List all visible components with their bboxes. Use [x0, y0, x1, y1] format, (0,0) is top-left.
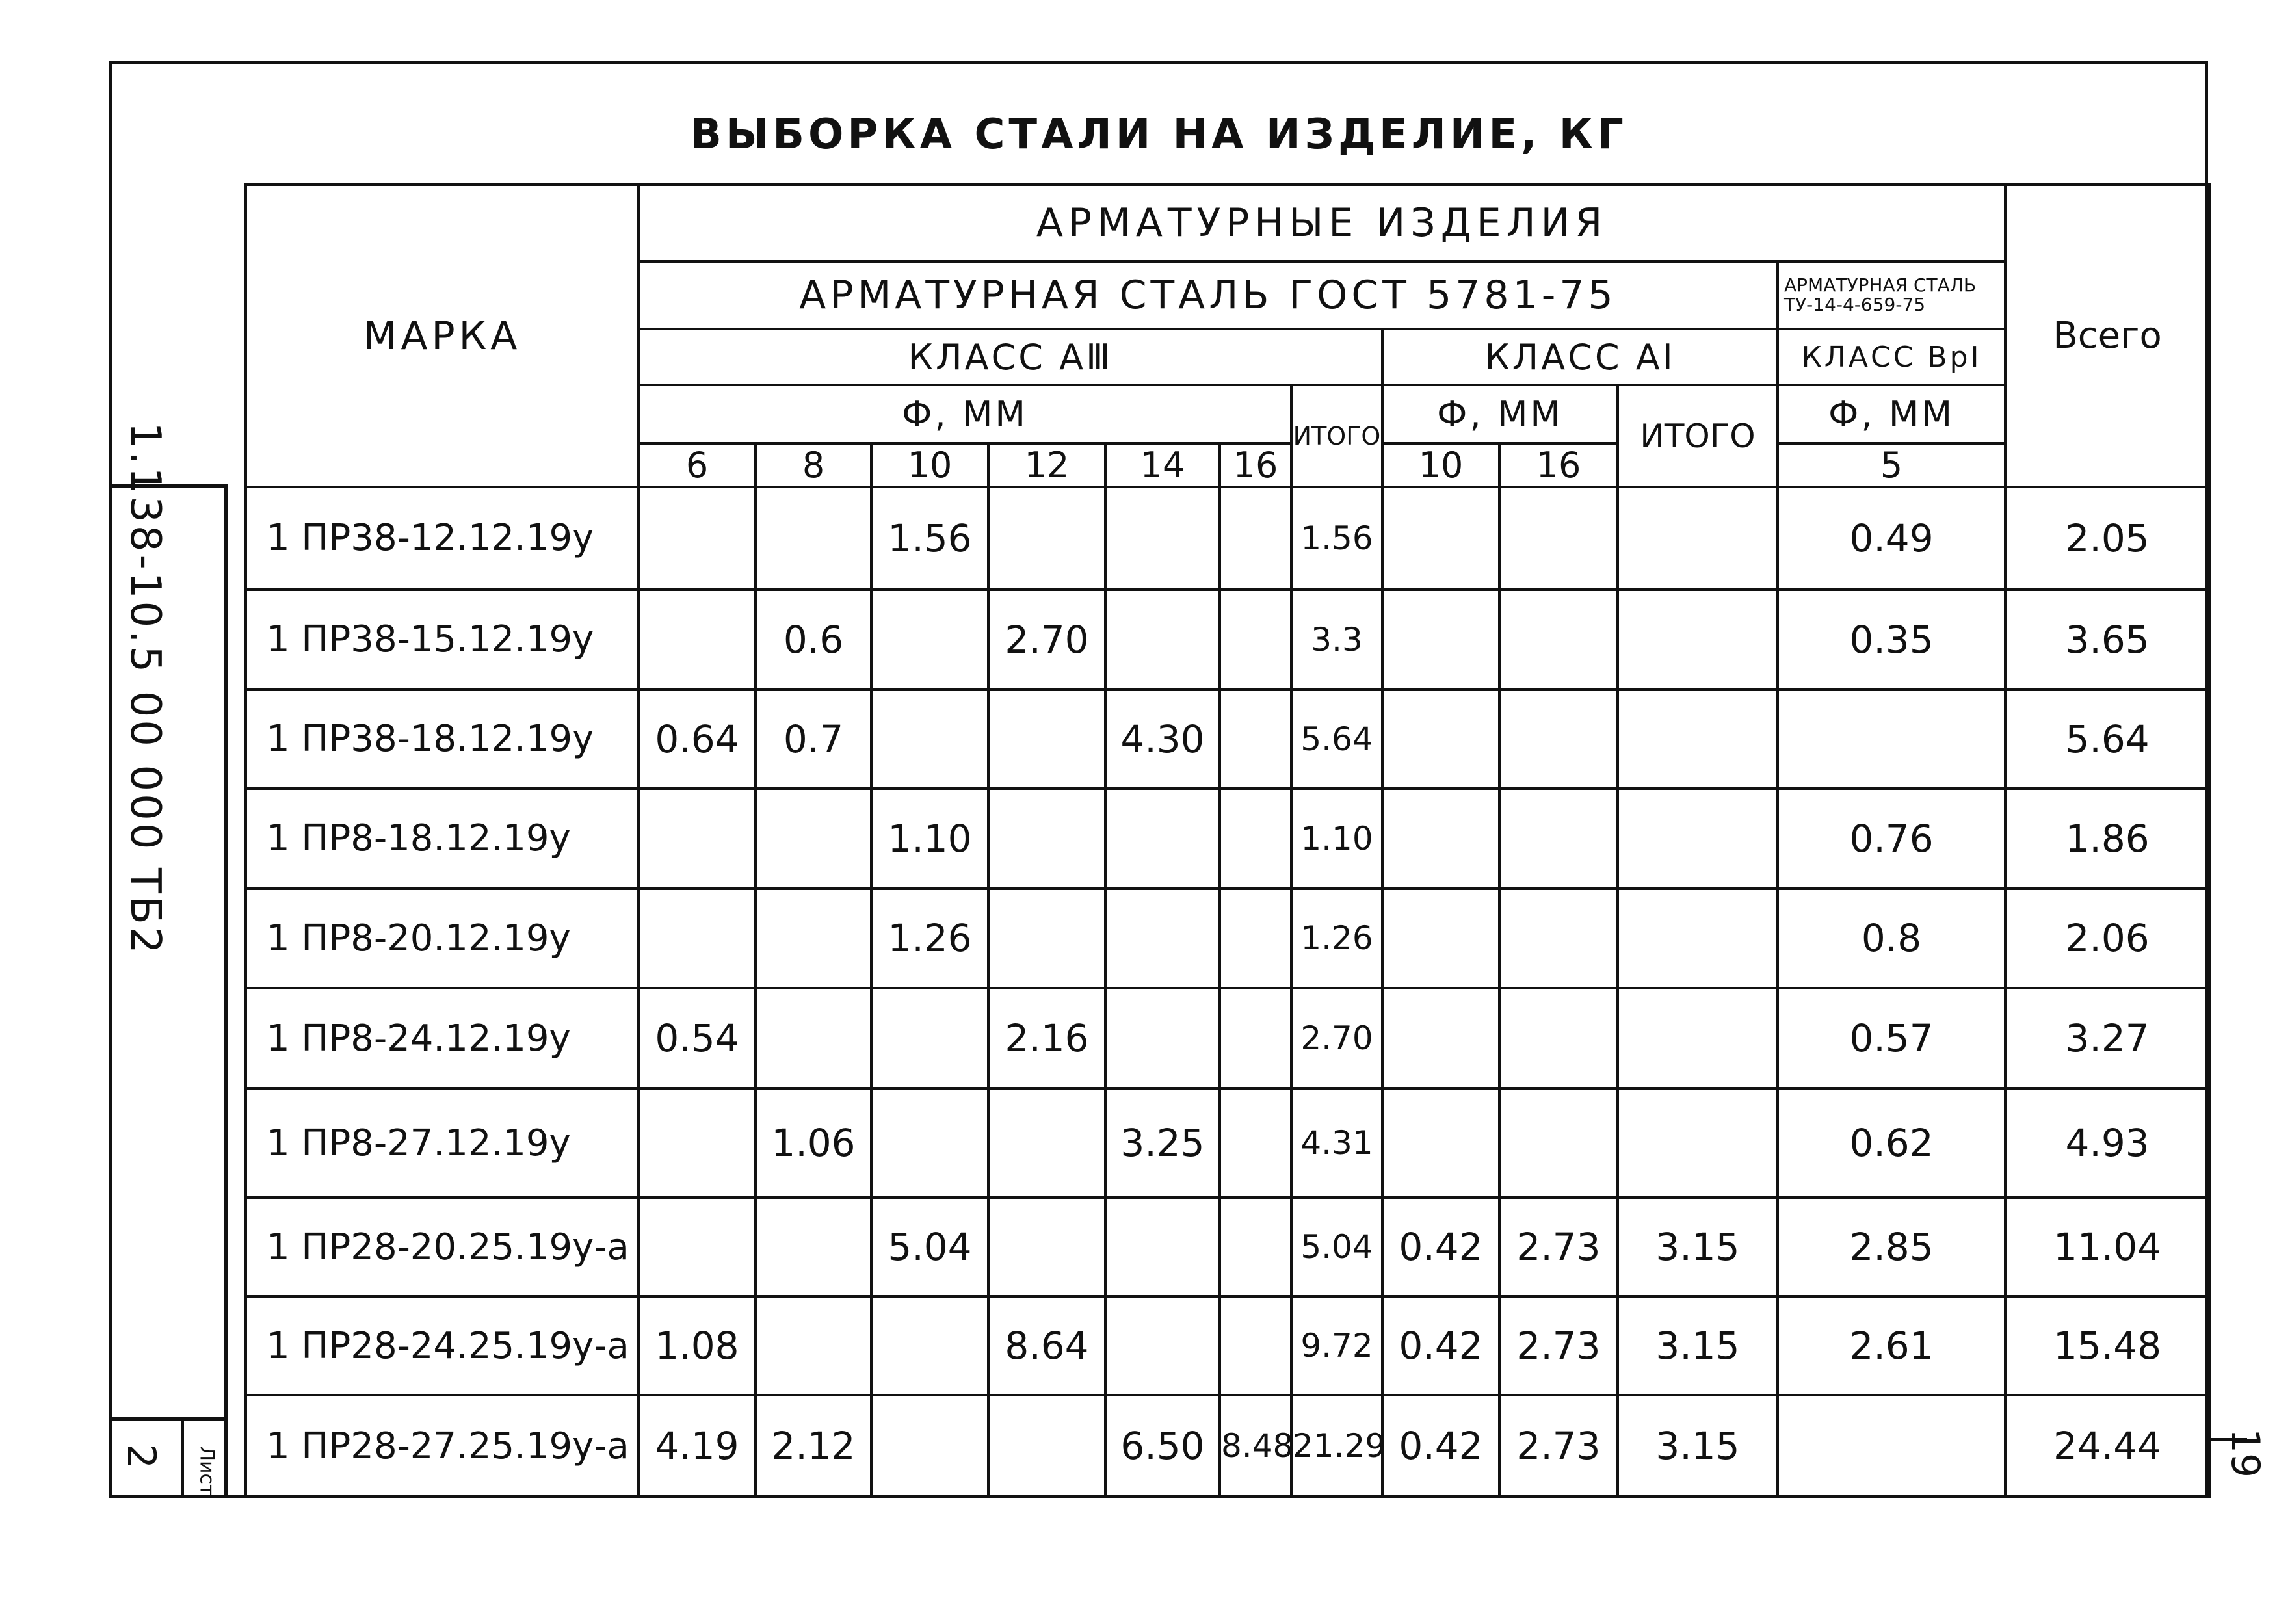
- cell-mark: 1 ПР28-24.25.19у-а: [246, 1296, 638, 1395]
- page-number: 19: [2222, 1428, 2269, 1478]
- diam-a3-12: 12: [988, 443, 1105, 487]
- diam-a1-16: 16: [1499, 443, 1618, 487]
- header-vsego: Всего: [2005, 185, 2209, 487]
- cell-a14: [1105, 1198, 1220, 1296]
- cell-a8: [756, 1198, 871, 1296]
- sheet-box: [109, 1417, 228, 1498]
- table-row: [246, 1296, 2209, 1395]
- diam-a3-16: 16: [1220, 443, 1291, 487]
- cell-mark: 1 ПР38-15.12.19у: [246, 590, 638, 690]
- cell-b16: [1499, 487, 1618, 590]
- cell-a6: [638, 487, 756, 590]
- sheet-box-divider: [181, 1421, 184, 1498]
- cell-mark: 1 ПР8-27.12.19у: [246, 1088, 638, 1198]
- cell-a8: [756, 988, 871, 1088]
- cell-a8: [756, 487, 871, 590]
- cell-b10: [1382, 789, 1499, 889]
- cell-a6: 1.08: [638, 1296, 756, 1395]
- header-steel-tu: АРМАТУРНАЯ СТАЛЬ ТУ-14-4-659-75: [1778, 261, 2005, 329]
- table-row: [246, 590, 2209, 690]
- cell-itogo-a1: 3.15: [1618, 1395, 1778, 1497]
- cell-b10: [1382, 988, 1499, 1088]
- cell-a12: [988, 889, 1105, 989]
- cell-vr5: 0.49: [1778, 487, 2005, 590]
- cell-itogo-a1: 3.15: [1618, 1296, 1778, 1395]
- table-row: [246, 988, 2209, 1088]
- cell-a6: 4.19: [638, 1395, 756, 1497]
- cell-a10: [871, 988, 988, 1088]
- cell-itogo-a3: 2.70: [1291, 988, 1382, 1088]
- cell-total: 2.06: [2005, 889, 2209, 989]
- cell-a14: [1105, 988, 1220, 1088]
- cell-itogo-a3: 1.56: [1291, 487, 1382, 590]
- table-row: [246, 1395, 2209, 1497]
- cell-total: 24.44: [2005, 1395, 2209, 1497]
- cell-b16: [1499, 988, 1618, 1088]
- header-itogo-a1: ИТОГО: [1618, 385, 1778, 487]
- cell-total: 15.48: [2005, 1296, 2209, 1395]
- sheet-number: 2: [118, 1443, 165, 1469]
- table-row: [246, 789, 2209, 889]
- table-row: [246, 889, 2209, 989]
- header-class-a3: КЛАСС АⅢ: [638, 329, 1382, 385]
- cell-mark: 1 ПР28-20.25.19у-а: [246, 1198, 638, 1296]
- cell-itogo-a1: [1618, 690, 1778, 789]
- cell-a10: 1.10: [871, 789, 988, 889]
- cell-a6: 0.54: [638, 988, 756, 1088]
- cell-a10: [871, 1088, 988, 1198]
- cell-b16: 2.73: [1499, 1198, 1618, 1296]
- table-row: [246, 487, 2209, 590]
- cell-itogo-a3: 3.3: [1291, 590, 1382, 690]
- cell-total: 1.86: [2005, 789, 2209, 889]
- cell-a16: 8.48: [1220, 1395, 1291, 1497]
- cell-a8: [756, 789, 871, 889]
- cell-a12: [988, 1088, 1105, 1198]
- cell-b10: 0.42: [1382, 1395, 1499, 1497]
- cell-a6: [638, 889, 756, 989]
- cell-a12: [988, 1198, 1105, 1296]
- cell-a14: [1105, 889, 1220, 989]
- cell-a12: 2.70: [988, 590, 1105, 690]
- header-itogo-a3: ИТОГО: [1291, 385, 1382, 487]
- cell-a16: [1220, 690, 1291, 789]
- cell-itogo-a3: 5.04: [1291, 1198, 1382, 1296]
- cell-a16: [1220, 1296, 1291, 1395]
- cell-a6: 0.64: [638, 690, 756, 789]
- table-row: [246, 1198, 2209, 1296]
- cell-vr5: [1778, 1395, 2005, 1497]
- header-class-a1: КЛАСС АI: [1382, 329, 1778, 385]
- cell-a14: [1105, 789, 1220, 889]
- cell-b10: [1382, 690, 1499, 789]
- header-diam-vr1: Ф, ММ: [1778, 385, 2005, 443]
- diam-a3-6: 6: [638, 443, 756, 487]
- cell-itogo-a1: 3.15: [1618, 1198, 1778, 1296]
- cell-a6: [638, 590, 756, 690]
- cell-itogo-a1: [1618, 889, 1778, 989]
- diam-a1-10: 10: [1382, 443, 1499, 487]
- cell-a8: [756, 889, 871, 989]
- cell-a10: 1.26: [871, 889, 988, 989]
- cell-a14: 3.25: [1105, 1088, 1220, 1198]
- cell-itogo-a3: 9.72: [1291, 1296, 1382, 1395]
- cell-b16: [1499, 1088, 1618, 1198]
- cell-vr5: 0.35: [1778, 590, 2005, 690]
- cell-itogo-a3: 4.31: [1291, 1088, 1382, 1198]
- cell-a10: [871, 590, 988, 690]
- cell-vr5: 0.8: [1778, 889, 2005, 989]
- cell-b16: [1499, 690, 1618, 789]
- steel-selection-table: [244, 183, 2211, 1498]
- cell-b10: [1382, 487, 1499, 590]
- diam-a3-8: 8: [756, 443, 871, 487]
- header-class-vr1: КЛАСС ВрI: [1778, 329, 2005, 385]
- cell-b16: 2.73: [1499, 1296, 1618, 1395]
- cell-a10: [871, 1395, 988, 1497]
- cell-b16: 2.73: [1499, 1395, 1618, 1497]
- cell-total: 3.27: [2005, 988, 2209, 1088]
- cell-a12: 8.64: [988, 1296, 1105, 1395]
- cell-a14: 6.50: [1105, 1395, 1220, 1497]
- cell-total: 3.65: [2005, 590, 2209, 690]
- header-marka: МАРКА: [246, 185, 638, 487]
- cell-a8: 2.12: [756, 1395, 871, 1497]
- diam-a3-14: 14: [1105, 443, 1220, 487]
- cell-a10: [871, 1296, 988, 1395]
- cell-total: 11.04: [2005, 1198, 2209, 1296]
- cell-a16: [1220, 789, 1291, 889]
- header-armaturnye-izdeliya: АРМАТУРНЫЕ ИЗДЕЛИЯ: [638, 185, 2005, 261]
- cell-itogo-a1: [1618, 988, 1778, 1088]
- cell-a12: [988, 1395, 1105, 1497]
- cell-itogo-a1: [1618, 1088, 1778, 1198]
- cell-a6: [638, 1088, 756, 1198]
- cell-a16: [1220, 889, 1291, 989]
- cell-b10: [1382, 590, 1499, 690]
- cell-a8: 1.06: [756, 1088, 871, 1198]
- cell-a12: 2.16: [988, 988, 1105, 1088]
- cell-total: 2.05: [2005, 487, 2209, 590]
- cell-a14: [1105, 590, 1220, 690]
- cell-vr5: 2.85: [1778, 1198, 2005, 1296]
- cell-a10: 5.04: [871, 1198, 988, 1296]
- cell-a14: [1105, 487, 1220, 590]
- cell-vr5: 0.76: [1778, 789, 2005, 889]
- cell-a8: 0.6: [756, 590, 871, 690]
- cell-a6: [638, 789, 756, 889]
- cell-itogo-a3: 1.10: [1291, 789, 1382, 889]
- cell-itogo-a1: [1618, 590, 1778, 690]
- cell-a12: [988, 789, 1105, 889]
- cell-vr5: 0.62: [1778, 1088, 2005, 1198]
- cell-a12: [988, 690, 1105, 789]
- cell-itogo-a1: [1618, 789, 1778, 889]
- cell-mark: 1 ПР8-18.12.19у: [246, 789, 638, 889]
- cell-total: 5.64: [2005, 690, 2209, 789]
- table-title: ВЫБОРКА СТАЛИ НА ИЗДЕЛИЕ, КГ: [690, 111, 1627, 159]
- cell-a16: [1220, 590, 1291, 690]
- cell-vr5: [1778, 690, 2005, 789]
- cell-b10: [1382, 1088, 1499, 1198]
- cell-b10: [1382, 889, 1499, 989]
- document-code: 1.138-10.5 00 000 ТБ2: [121, 422, 169, 956]
- cell-vr5: 0.57: [1778, 988, 2005, 1088]
- diam-vr1-5: 5: [1778, 443, 2005, 487]
- cell-a8: [756, 1296, 871, 1395]
- cell-b16: [1499, 590, 1618, 690]
- cell-a8: 0.7: [756, 690, 871, 789]
- cell-b10: 0.42: [1382, 1198, 1499, 1296]
- cell-b16: [1499, 789, 1618, 889]
- cell-itogo-a3: 21.29: [1291, 1395, 1382, 1497]
- cell-mark: 1 ПР28-27.25.19у-а: [246, 1395, 638, 1497]
- cell-b10: 0.42: [1382, 1296, 1499, 1395]
- cell-itogo-a1: [1618, 487, 1778, 590]
- header-steel-gost: АРМАТУРНАЯ СТАЛЬ ГОСТ 5781-75: [638, 261, 1778, 329]
- cell-mark: 1 ПР8-20.12.19у: [246, 889, 638, 989]
- table-row: [246, 1088, 2209, 1198]
- cell-a10: [871, 690, 988, 789]
- cell-total: 4.93: [2005, 1088, 2209, 1198]
- header-diam-a1: Ф, ММ: [1382, 385, 1618, 443]
- cell-a16: [1220, 1088, 1291, 1198]
- cell-mark: 1 ПР8-24.12.19у: [246, 988, 638, 1088]
- cell-a12: [988, 487, 1105, 590]
- cell-a16: [1220, 487, 1291, 590]
- table-row: [246, 690, 2209, 789]
- cell-itogo-a3: 5.64: [1291, 690, 1382, 789]
- header-diam-a3: Ф, ММ: [638, 385, 1291, 443]
- diam-a3-10: 10: [871, 443, 988, 487]
- cell-a10: 1.56: [871, 487, 988, 590]
- cell-a14: 4.30: [1105, 690, 1220, 789]
- sheet-label: Лист: [195, 1446, 218, 1496]
- cell-vr5: 2.61: [1778, 1296, 2005, 1395]
- cell-b16: [1499, 889, 1618, 989]
- cell-a16: [1220, 1198, 1291, 1296]
- cell-mark: 1 ПР38-18.12.19у: [246, 690, 638, 789]
- cell-a14: [1105, 1296, 1220, 1395]
- cell-itogo-a3: 1.26: [1291, 889, 1382, 989]
- cell-a6: [638, 1198, 756, 1296]
- cell-mark: 1 ПР38-12.12.19у: [246, 487, 638, 590]
- cell-a16: [1220, 988, 1291, 1088]
